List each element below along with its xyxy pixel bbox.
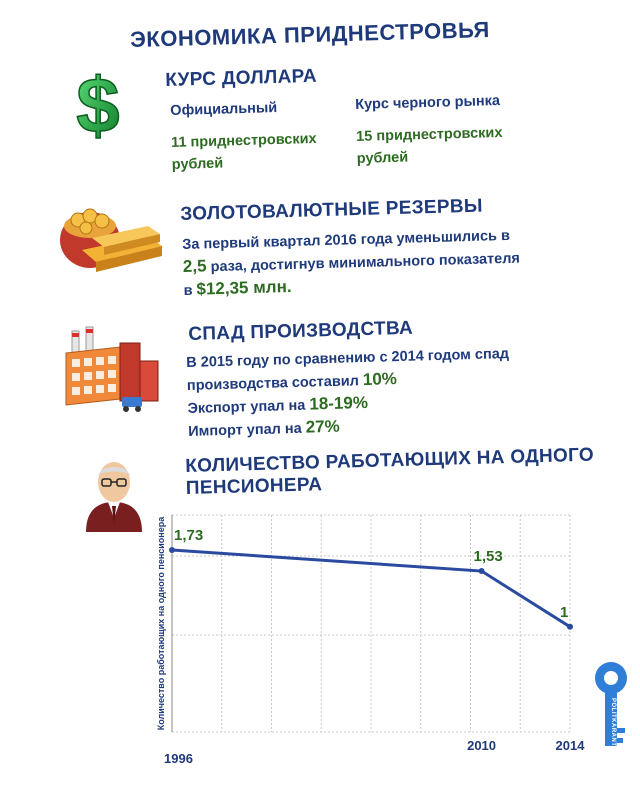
reserves-line-1: За первый квартал 2016 года уменьшились в: [182, 227, 511, 253]
production-line-2: производства составил 10%: [186, 369, 398, 394]
production-line-3: Экспорт упал на 18-19%: [187, 392, 369, 417]
data-point: [479, 568, 485, 574]
key-logo: [590, 660, 632, 750]
production-decline-value: 10%: [362, 369, 398, 390]
data-label: 1,73: [174, 527, 204, 544]
x-tick-label: 1996: [164, 751, 193, 766]
reserves-line-2: 2,5 раза, достигнув минимального показателя: [182, 250, 521, 276]
black-market-rate-unit: приднестровских: [372, 124, 503, 145]
official-rate-unit-line2: рублей: [171, 155, 224, 173]
export-decline-value: 18-19%: [309, 392, 369, 414]
factory-icon: [60, 325, 165, 415]
production-heading: СПАД ПРОИЗВОДСТВА: [188, 317, 414, 345]
dollar-sign-icon: [68, 64, 128, 144]
production-line-4: Импорт упал на 27%: [188, 416, 340, 440]
black-market-rate-label: Курс черного рынка: [355, 92, 501, 113]
workers-heading-line-1: КОЛИЧЕСТВО РАБОТАЮЩИХ НА ОДНОГО: [185, 444, 595, 477]
production-line-1: В 2015 году по сравнению с 2014 годом спад: [186, 345, 510, 371]
currency-heading: КУРС ДОЛЛАРА: [165, 65, 318, 91]
series-line: [172, 550, 570, 627]
key-logo-text: POLITKARANT: [610, 698, 616, 747]
svg-text:$: $: [76, 64, 120, 144]
data-label: 1: [560, 603, 569, 621]
import-decline-value: 27%: [305, 416, 340, 437]
official-rate-unit: приднестровских: [186, 130, 317, 151]
black-market-rate-number: 15: [355, 128, 373, 145]
x-tick-label: 2014: [555, 738, 585, 753]
official-rate-number: 11: [170, 134, 187, 151]
data-point: [169, 547, 175, 553]
reserves-amount: $12,35 млн.: [196, 276, 292, 299]
data-point: [567, 624, 573, 630]
page-title: ЭКОНОМИКА ПРИДНЕСТРОВЬЯ: [129, 16, 491, 53]
y-axis-label: Количество работающих на одного пенсионера: [156, 516, 166, 731]
reserves-heading: ЗОЛОТОВАЛЮТНЫЕ РЕЗЕРВЫ: [180, 195, 484, 225]
workers-heading-line-2: ПЕНСИОНЕРА: [185, 474, 323, 499]
data-label: 1,53: [473, 548, 503, 566]
reserves-ratio: 2,5: [182, 256, 207, 276]
gold-reserves-icon: [52, 188, 167, 283]
official-rate-label: Официальный: [170, 100, 278, 119]
pensioner-icon: [78, 452, 150, 532]
x-tick-label: 2010: [467, 738, 497, 753]
reserves-line-3: в $12,35 млн.: [183, 276, 292, 299]
black-market-rate-unit-line2: рублей: [356, 149, 409, 167]
